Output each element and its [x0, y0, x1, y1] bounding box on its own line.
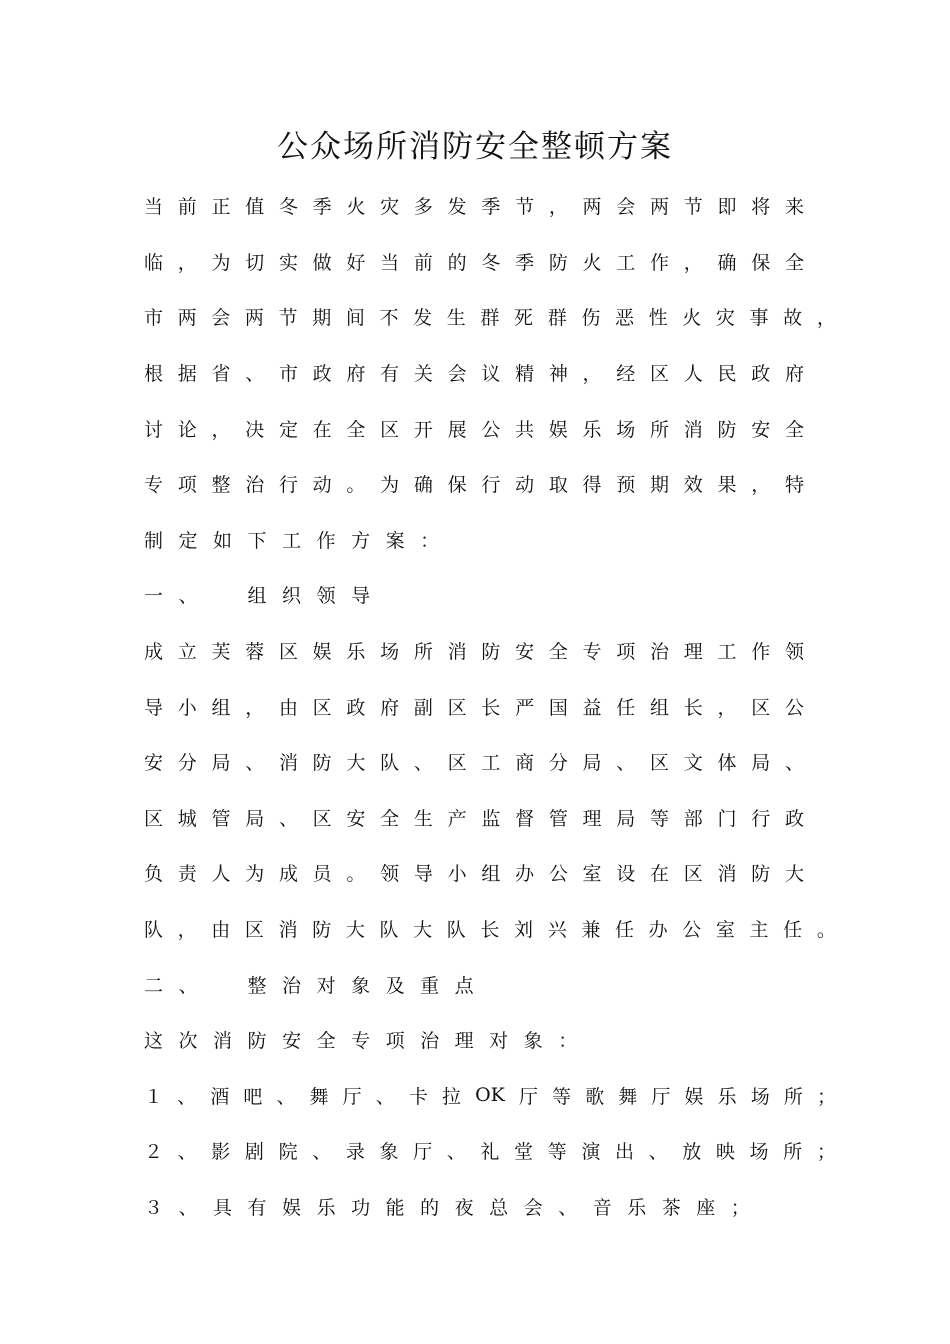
text-line: １ 、 酒 吧 、 舞 厅 、 卡 拉 OK 厅 等 歌 舞 厅 娱 乐 场 所 ； — [144, 1084, 836, 1108]
text-line: 区 城 管 局 、 区 安 全 生 产 监 督 管 理 局 等 部 门 行 政 — [144, 807, 804, 830]
text-line: 这 次 消 防 安 全 专 项 治 理 对 象 ： — [144, 1030, 578, 1053]
text-line: 负 责 人 为 成 员 。 领 导 小 组 办 公 室 设 在 区 消 防 大 — [144, 863, 804, 886]
text-line: 根 据 省 、 市 政 府 有 关 会 议 精 神 ， 经 区 人 民 政 府 — [144, 363, 804, 386]
text-line: 队 ， 由 区 消 防 大 队 大 队 长 刘 兴 兼 任 办 公 室 主 任 。 — [144, 919, 836, 942]
text-line: 安 分 局 、 消 防 大 队 、 区 工 商 分 局 、 区 文 体 局 、 — [144, 752, 804, 775]
text-line: 市 两 会 两 节 期 间 不 发 生 群 死 群 伤 恶 性 火 灾 事 故 ， — [144, 307, 836, 330]
text-line: 一 、 组 织 领 导 — [144, 585, 371, 608]
text-line: 临 ， 为 切 实 做 好 当 前 的 冬 季 防 火 工 作 ， 确 保 全 — [144, 251, 804, 274]
text-line: ２ 、 影 剧 院 、 录 象 厅 、 礼 堂 等 演 出 、 放 映 场 所 ； — [144, 1141, 836, 1164]
text-line: 讨 论 ， 决 定 在 全 区 开 展 公 共 娱 乐 场 所 消 防 安 全 — [144, 418, 804, 441]
text-line: 导 小 组 ， 由 区 政 府 副 区 长 严 国 益 任 组 长 ， 区 公 — [144, 696, 804, 719]
text-line: ３ 、 具 有 娱 乐 功 能 的 夜 总 会 、 音 乐 茶 座 ； — [144, 1196, 750, 1219]
text-line: 制 定 如 下 工 作 方 案 ： — [144, 529, 440, 552]
text-line: 专 项 整 治 行 动 。 为 确 保 行 动 取 得 预 期 效 果 ， 特 — [144, 474, 804, 497]
document-body — [144, 178, 864, 1234]
text-line: 当 前 正 值 冬 季 火 灾 多 发 季 节 ， 两 会 两 节 即 将 来 — [144, 196, 804, 219]
document-title: 公众场所消防安全整顿方案 — [277, 129, 673, 165]
text-line: 二 、 整 治 对 象 及 重 点 — [144, 974, 474, 997]
text-line: 成 立 芙 蓉 区 娱 乐 场 所 消 防 安 全 专 项 治 理 工 作 领 — [144, 641, 804, 664]
